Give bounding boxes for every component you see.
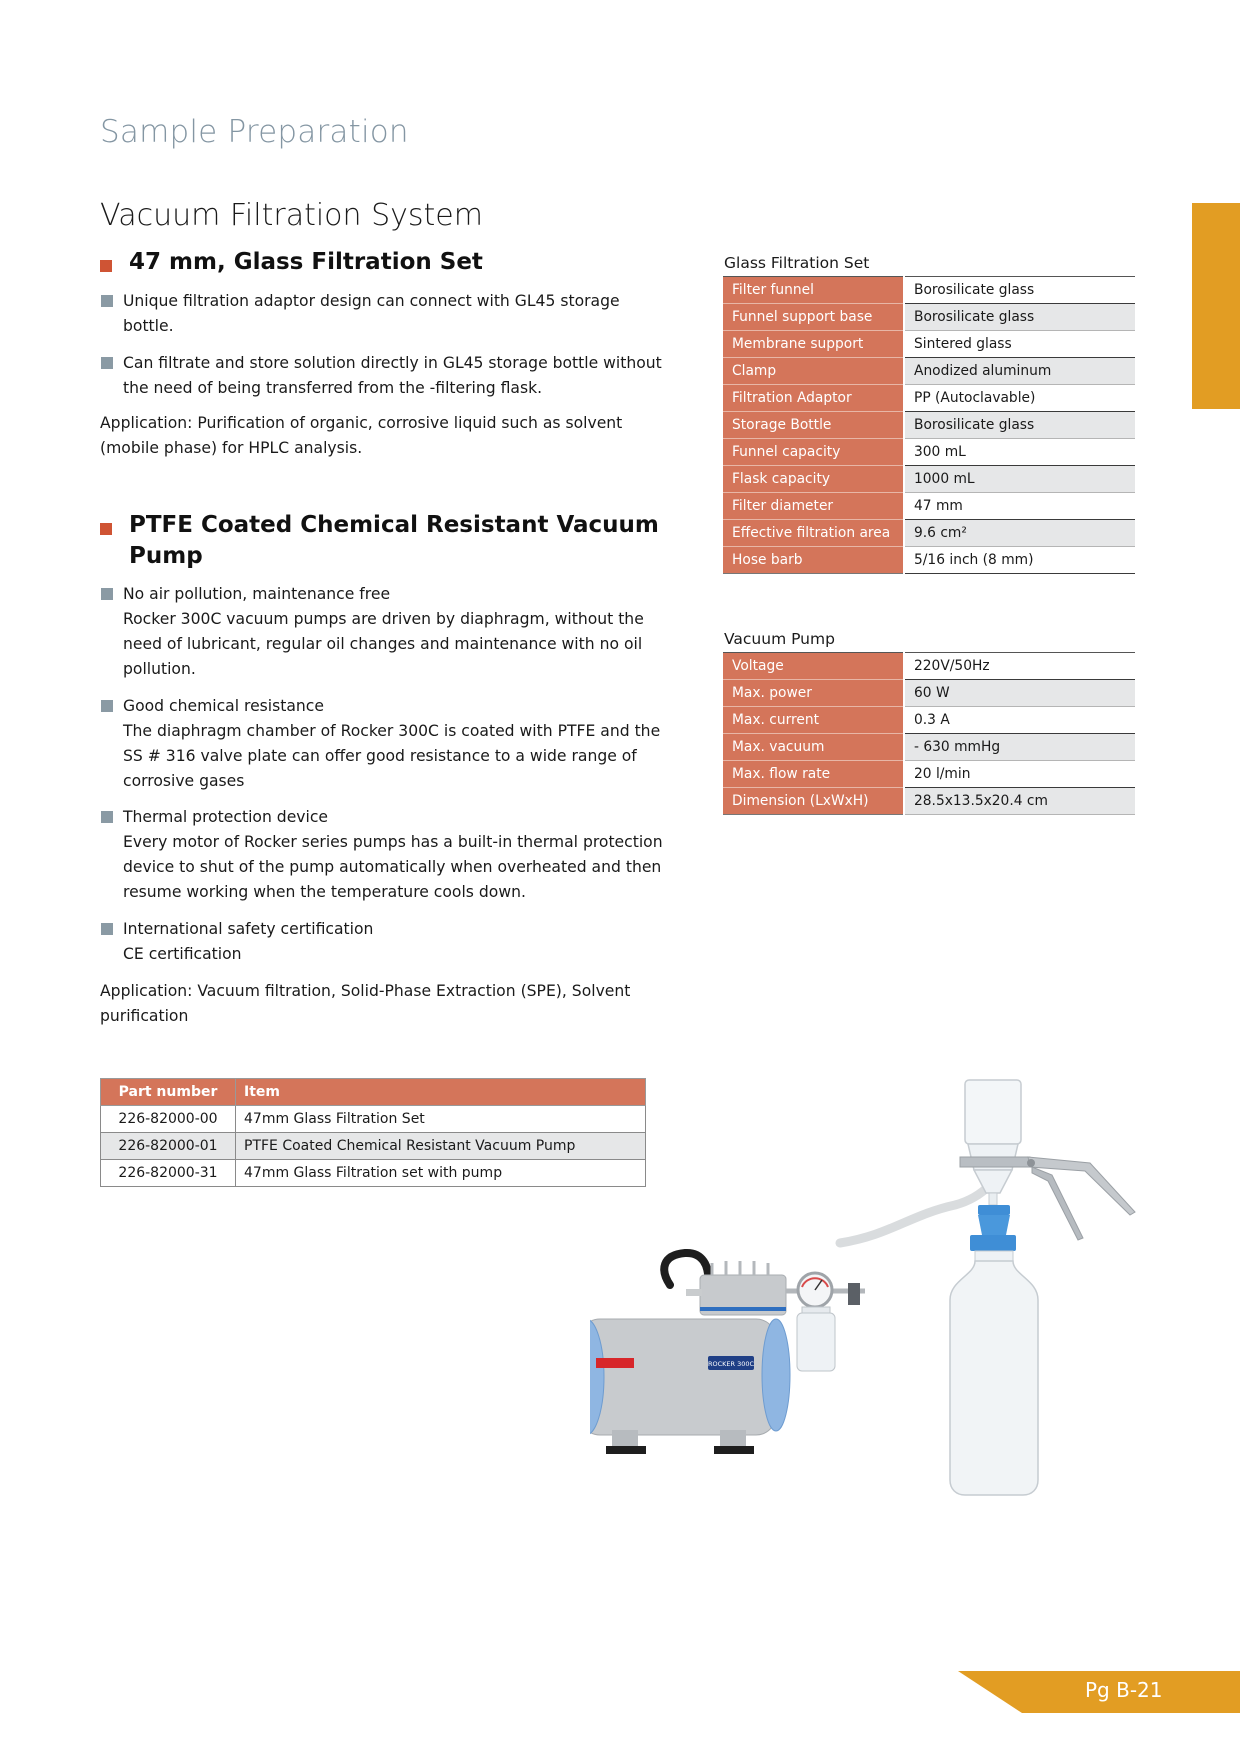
- bullet-line: Thermal protection device: [123, 808, 329, 826]
- glass-bullet: [100, 351, 670, 401]
- bullet-line: Rocker 300C vacuum pumps are driven by diaphragm, without the: [123, 610, 644, 628]
- pump-spec-row: [723, 788, 1135, 815]
- glass-spec-row: [723, 493, 1135, 520]
- pump-application: [100, 979, 670, 1029]
- storage-bottle: [950, 1251, 1038, 1495]
- pump-heading: [100, 510, 660, 572]
- bullet-line: International safety certification: [123, 920, 374, 938]
- glass-funnel: [965, 1080, 1021, 1205]
- spec-value: 5/16 inch (8 mm): [904, 547, 1135, 574]
- glass-application: [100, 411, 670, 461]
- bullet-line: pollution.: [123, 660, 196, 678]
- glass-set-heading: [100, 247, 660, 278]
- glass-spec-row: [723, 358, 1135, 385]
- spec-value: - 630 mmHg: [904, 734, 1135, 761]
- spec-key: Storage Bottle: [723, 412, 904, 439]
- spec-value: 1000 mL: [904, 466, 1135, 493]
- heading-bullet-icon: [100, 523, 112, 535]
- spec-value: Borosilicate glass: [904, 304, 1135, 331]
- part-row: [101, 1106, 646, 1133]
- spec-value: 220V/50Hz: [904, 653, 1135, 680]
- spec-key: Max. power: [723, 680, 904, 707]
- pump-spec-caption: Vacuum Pump: [724, 630, 835, 648]
- spec-key: Funnel capacity: [723, 439, 904, 466]
- spec-value: 0.3 A: [904, 707, 1135, 734]
- square-bullet-icon: [101, 357, 113, 369]
- glass-spec-row: [723, 439, 1135, 466]
- spec-key: Hose barb: [723, 547, 904, 574]
- application-line: Application: Purification of organic, corrosive liquid such as solvent: [100, 414, 623, 432]
- header-part-number: Part number: [101, 1079, 236, 1106]
- trap-bottle: [797, 1307, 835, 1371]
- bullet-line: Every motor of Rocker series pumps has a built-in thermal protection: [123, 833, 663, 851]
- spec-key: Clamp: [723, 358, 904, 385]
- glass-spec-row: [723, 412, 1135, 439]
- square-bullet-icon: [101, 811, 113, 823]
- spec-value: Sintered glass: [904, 331, 1135, 358]
- spec-key: Dimension (LxWxH): [723, 788, 904, 815]
- spec-value: PP (Autoclavable): [904, 385, 1135, 412]
- glass-spec-row: [723, 547, 1135, 574]
- spec-key: Membrane support: [723, 331, 904, 358]
- pump-spec-row: [723, 734, 1135, 761]
- spec-value: 60 W: [904, 680, 1135, 707]
- bullet-line: device to shut of the pump automatically when overheated and then: [123, 858, 662, 876]
- pump-spec-row: [723, 653, 1135, 680]
- bullet-line: corrosive gases: [123, 772, 245, 790]
- bullet-line: bottle.: [123, 317, 174, 335]
- pump-brand-text: ROCKER 300C: [707, 1360, 755, 1368]
- spec-key: Voltage: [723, 653, 904, 680]
- part-table-header: [101, 1079, 646, 1106]
- chapter-side-tab: [1192, 203, 1240, 409]
- pump-bullet: [100, 805, 670, 905]
- bullet-line: CE certification: [123, 945, 242, 963]
- pump-spec-row: [723, 761, 1135, 788]
- spec-key: Filter diameter: [723, 493, 904, 520]
- spec-key: Filter funnel: [723, 277, 904, 304]
- vacuum-hose: [840, 1185, 990, 1243]
- bullet-line: Unique filtration adaptor design can connect with GL45 storage: [123, 292, 620, 310]
- spec-value: Borosilicate glass: [904, 277, 1135, 304]
- glass-spec-caption: Glass Filtration Set: [724, 254, 870, 272]
- spec-key: Max. vacuum: [723, 734, 904, 761]
- glass-spec-table: [723, 276, 1135, 574]
- part-number-cell: 226-82000-31: [101, 1160, 236, 1187]
- pump-bullet: [100, 917, 670, 967]
- part-number-cell: 226-82000-01: [101, 1133, 236, 1160]
- spec-key: Max. flow rate: [723, 761, 904, 788]
- square-bullet-icon: [101, 295, 113, 307]
- page-number: Pg B-21: [1085, 1678, 1163, 1702]
- filtration-adaptor: [970, 1205, 1016, 1251]
- bullet-line: resume working when the temperature cools down.: [123, 883, 526, 901]
- part-number-cell: 226-82000-00: [101, 1106, 236, 1133]
- vacuum-pump: [590, 1253, 790, 1454]
- glass-spec-row: [723, 277, 1135, 304]
- bullet-line: SS # 316 valve plate can offer good resistance to a wide range of: [123, 747, 637, 765]
- square-bullet-icon: [101, 923, 113, 935]
- spec-key: Effective filtration area: [723, 520, 904, 547]
- bullet-line: need of lubricant, regular oil changes and maintenance with no oil: [123, 635, 643, 653]
- pump-spec-row: [723, 680, 1135, 707]
- glass-spec-row: [723, 520, 1135, 547]
- spec-key: Max. current: [723, 707, 904, 734]
- bullet-line: The diaphragm chamber of Rocker 300C is coated with PTFE and the: [123, 722, 661, 740]
- pump-heading-line: Pump: [129, 543, 203, 569]
- spec-value: Anodized aluminum: [904, 358, 1135, 385]
- glass-spec-row: [723, 331, 1135, 358]
- vacuum-gauge: [786, 1273, 865, 1307]
- glass-bullet: [100, 289, 670, 339]
- bullet-line: Can filtrate and store solution directly in GL45 storage bottle without: [123, 354, 662, 372]
- glass-set-heading-text: 47 mm, Glass Filtration Set: [129, 249, 483, 275]
- square-bullet-icon: [101, 588, 113, 600]
- heading-bullet-icon: [100, 260, 112, 272]
- header-item: Item: [236, 1079, 646, 1106]
- bullet-line: Good chemical resistance: [123, 697, 324, 715]
- spec-key: Funnel support base: [723, 304, 904, 331]
- spec-value: 28.5x13.5x20.4 cm: [904, 788, 1135, 815]
- section-title: Vacuum Filtration System: [100, 198, 483, 233]
- pump-bullet: [100, 694, 670, 794]
- pump-bullet: [100, 582, 670, 682]
- application-line: Application: Vacuum filtration, Solid-Phase Extraction (SPE), Solvent: [100, 982, 631, 1000]
- chapter-title: Sample Preparation: [100, 114, 409, 150]
- product-photo: [590, 1075, 1150, 1515]
- square-bullet-icon: [101, 700, 113, 712]
- item-cell: 47mm Glass Filtration Set: [236, 1106, 646, 1133]
- spec-value: Borosilicate glass: [904, 412, 1135, 439]
- bullet-line: No air pollution, maintenance free: [123, 585, 391, 603]
- item-cell: 47mm Glass Filtration set with pump: [236, 1160, 646, 1187]
- bullet-line: the need of being transferred from the -filtering flask.: [123, 379, 543, 397]
- spec-key: Flask capacity: [723, 466, 904, 493]
- pump-spec-table: [723, 652, 1135, 815]
- spec-value: 20 l/min: [904, 761, 1135, 788]
- spec-value: 9.6 cm²: [904, 520, 1135, 547]
- part-row: [101, 1160, 646, 1187]
- spec-value: 47 mm: [904, 493, 1135, 520]
- spec-value: 300 mL: [904, 439, 1135, 466]
- spec-key: Filtration Adaptor: [723, 385, 904, 412]
- glass-spec-row: [723, 304, 1135, 331]
- part-number-table: [100, 1078, 646, 1187]
- part-row: [101, 1133, 646, 1160]
- pump-heading-line: PTFE Coated Chemical Resistant Vacuum: [129, 512, 659, 538]
- glass-spec-row: [723, 466, 1135, 493]
- glass-spec-row: [723, 385, 1135, 412]
- item-cell: PTFE Coated Chemical Resistant Vacuum Pump: [236, 1133, 646, 1160]
- warning-label: [596, 1358, 634, 1368]
- application-line: (mobile phase) for HPLC analysis.: [100, 439, 363, 457]
- application-line: purification: [100, 1007, 189, 1025]
- pump-spec-row: [723, 707, 1135, 734]
